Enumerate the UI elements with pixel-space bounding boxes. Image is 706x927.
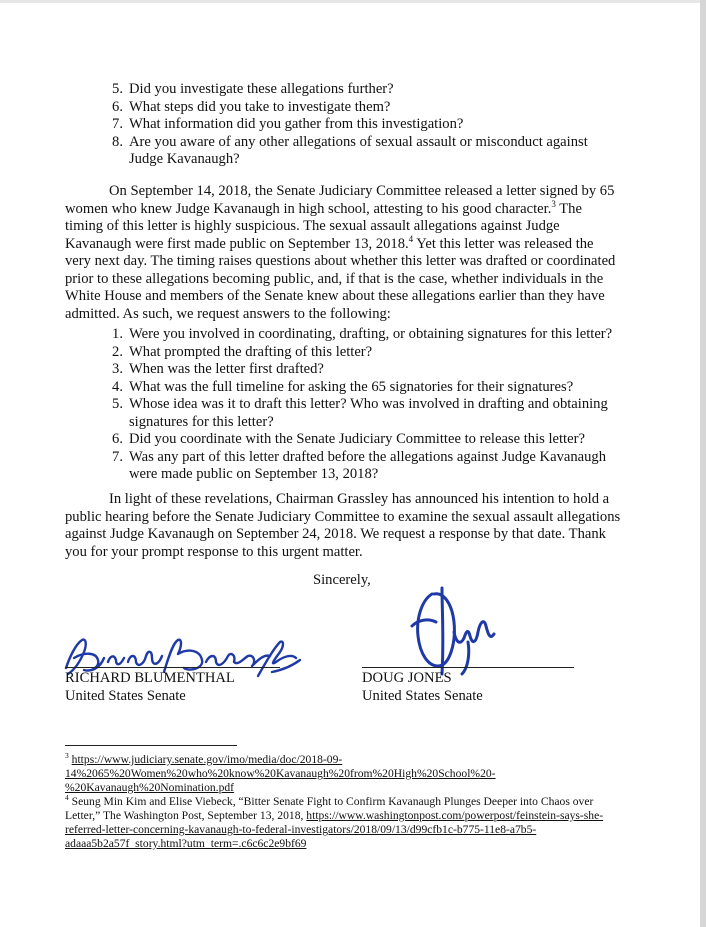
footnote-4 — [65, 795, 625, 851]
item-text: What was the full timeline for asking the 65 signatories for their signatures? — [129, 378, 574, 395]
item-number: 7. — [112, 448, 123, 465]
item-text: Whose idea was it to draft this letter? Who was involved in drafting and obtaining signatures for this letter? — [129, 396, 608, 430]
question-list-2 — [105, 326, 625, 484]
body-paragraph-2: In light of these revelations, Chairman Grassley has announced his intention to hold a public hearing before the Senate Judiciary Committee to examine the sexual assault allegations against Judge Kavanaugh on September 24, 2018. We request a response by that date. Thank you for your prompt response to this urgent matter. — [65, 491, 621, 560]
footnote-text: Seung Min Kim and Elise Viebeck, “Bitter Senate Fight to Confirm Kavanaugh Plunges Deeper into Chaos over Letter,” The Washington Post, September 13, 2018, — [65, 795, 594, 822]
closing-salutation: Sincerely, — [313, 572, 371, 588]
list-item — [105, 99, 625, 117]
scan-right-edge — [700, 0, 706, 927]
item-number: 5. — [112, 396, 123, 412]
item-text: Are you aware of any other allegations of sexual assault or misconduct against Judge Kavanaugh? — [129, 133, 588, 167]
item-text: Was any part of this letter drafted before the allegations against Judge Kavanaugh were made public on September 13, 2018? — [129, 448, 607, 482]
item-number: 4. — [112, 378, 123, 395]
signer-name-jones: DOUG JONES — [362, 670, 452, 686]
list-item — [105, 449, 625, 484]
footnote-link-3[interactable]: https://www.judiciary.senate.gov/imo/media/doc/2018-09-14%2065%20Women%20who%20know%20Kavanaugh%20from%20High%20School%20-%20Kavanaugh%20Nomination.pdf — [65, 753, 496, 794]
question-list-1 — [105, 81, 625, 169]
list-item — [105, 81, 625, 99]
signature-line-2 — [362, 667, 574, 668]
footnote-separator — [65, 745, 237, 746]
item-number: 6. — [112, 98, 123, 115]
body-paragraph-1 — [65, 183, 621, 323]
list-item — [105, 116, 625, 134]
footnote-ref-3[interactable]: 3 — [551, 198, 556, 209]
footnotes — [65, 753, 625, 851]
signer-title-jones: United States Senate — [362, 688, 483, 704]
list-item — [105, 361, 625, 379]
item-text: What steps did you take to investigate them? — [129, 98, 391, 115]
paragraph-text: The timing of this letter is highly suspicious. The sexual assault allegations against Judge Kavanaugh were first made public on September 13, 2018. — [65, 200, 582, 252]
footnote-number: 4 — [65, 793, 69, 803]
item-number: 3. — [112, 361, 123, 377]
list-item — [105, 344, 625, 362]
item-number: 6. — [112, 431, 123, 447]
signature-line-1 — [65, 667, 280, 668]
footnote-link-4[interactable]: https://www.washingtonpost.com/powerpost/feinstein-says-she-referred-letter-concerning-kavanaugh-to-federal-investigators/2018/09/13/d99cfb1c-b775-11e8-a7b5-adaaa5b2a57f_story.html?utm_term=.c6c6c2e9bf69 — [65, 809, 604, 850]
item-number: 1. — [112, 326, 123, 342]
list-item — [105, 326, 625, 344]
item-text: Were you involved in coordinating, drafting, or obtaining signatures for this letter? — [129, 326, 613, 342]
footnote-3 — [65, 753, 625, 795]
list-item — [105, 431, 625, 449]
list-item — [105, 134, 625, 169]
list-item — [105, 379, 625, 397]
footnote-ref-4[interactable]: 4 — [408, 233, 414, 244]
item-text: When was the letter first drafted? — [129, 361, 324, 377]
item-number: 8. — [112, 133, 123, 150]
item-text: Did you coordinate with the Senate Judiciary Committee to release this letter? — [129, 431, 585, 447]
item-text: What information did you gather from this investigation? — [129, 116, 464, 132]
signer-name-blumenthal: RICHARD BLUMENTHAL — [65, 670, 235, 686]
scan-top-edge — [0, 0, 700, 3]
paragraph-text: On September 14, 2018, the Senate Judiciary Committee released a letter signed by 65 women who knew Judge Kavanaugh in high school, attesting to his good character. — [65, 183, 615, 217]
item-number: 2. — [112, 343, 123, 360]
paragraph-text: Yet this letter was released the very next day. The timing raises questions about whether this letter was drafted or coordinated prior to these allegations becoming public, and, if that is the case, whether individuals in the White House and members of the Senate knew about these allegations earlier than they have admitted. As such, we request answers to the following: — [65, 235, 616, 322]
list-item — [105, 396, 625, 431]
item-text: What prompted the drafting of this letter? — [129, 343, 373, 360]
signer-title-blumenthal: United States Senate — [65, 688, 186, 704]
footnote-number: 3 — [65, 751, 69, 761]
item-text: Did you investigate these allegations further? — [129, 81, 394, 97]
item-number: 5. — [112, 81, 123, 97]
item-number: 7. — [112, 116, 123, 132]
